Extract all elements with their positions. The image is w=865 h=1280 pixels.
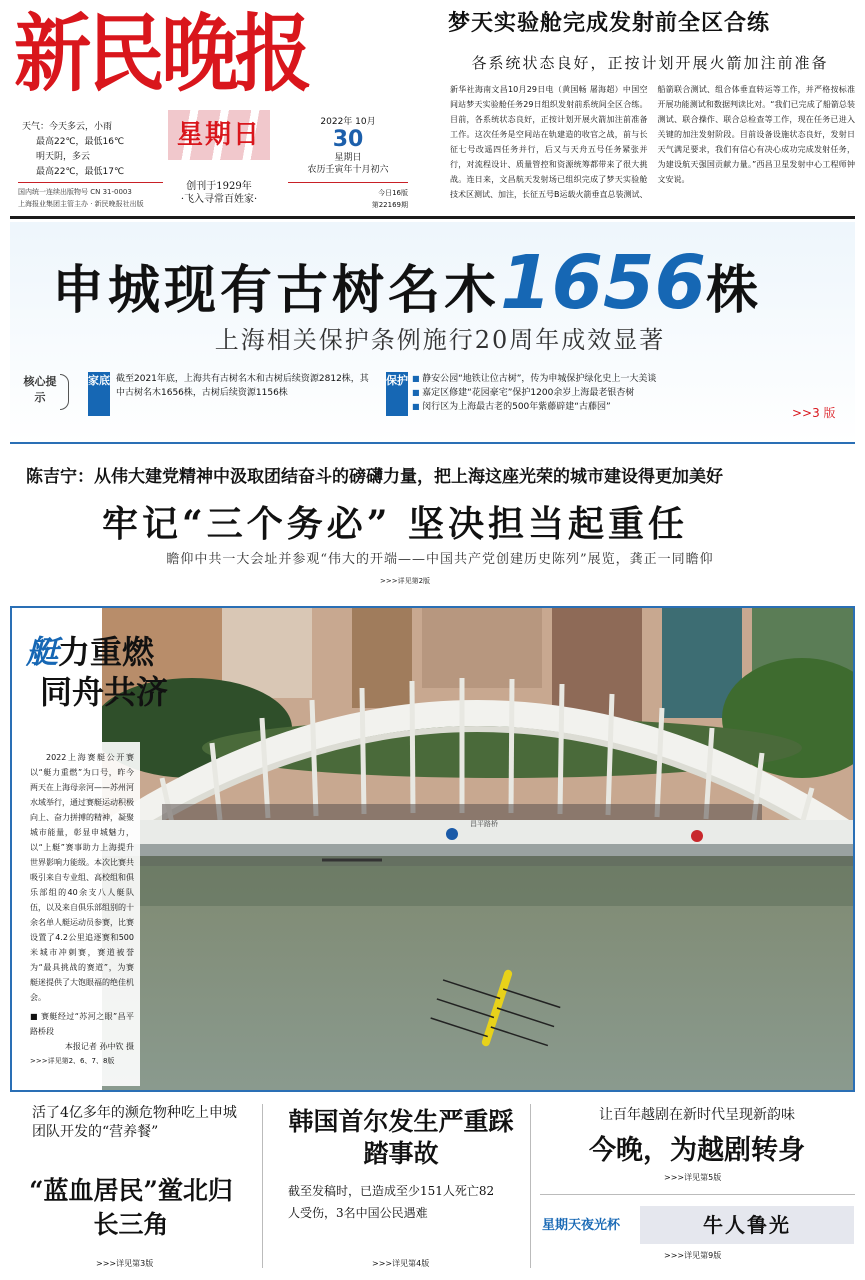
second-headline[interactable]: 牢记“三个务必” 坚决担当起重任 [102, 503, 688, 545]
see-page-link[interactable]: >>>详见第3版 [96, 1259, 154, 1268]
motto: ·飞入寻常百姓家· [180, 194, 258, 205]
lead-body: 新华社海南文昌10月29日电（黄国畅 屠海超）中国空间站梦天实验舱任务29日组织发射前系统间全区合练。目前，各系统状态良好，正按计划开展火箭加注前准备工作。这次任务是空间站在轨建造的收官之战，前与长征七号改遥四任务并行，后又与天舟五号任务紧张并行，对流程设计、质量管控和资源统筹都带来了很大挑战。连日来，文昌航天发射场已组织完成了梦天实验舱技术区测试、加注，长征五号B运载火箭垂直总装测试、船箭联合测试、组合体垂直转运等工作，并严格按标准开展功能测试和数据判读比对。“我们已完成了船箭总装测试、联合操作、联合总检查等工作，现在任务已进入关键的加注发射阶段。目前设备设施状态良好，发射日天气满足要求，我们有信心有决心成功完成发射任务，为建设航天强国贡献力量。”西昌卫星发射中心工程师钟文安说。 [450, 85, 855, 199]
feature-title[interactable] [26, 632, 168, 712]
founded-year: 创刊于1929年 [186, 181, 252, 192]
main-headline[interactable] [52, 240, 762, 326]
weather-line: 明天阴，多云 [36, 152, 91, 162]
bottom1-kicker: 活了4亿多年的濒危物种吃上申城团队开发的“营养餐” [32, 1105, 237, 1140]
feature-body: 2022上海赛艇公开赛以“艇力重燃”为口号，昨今两天在上海母亲河——苏州河水域举行，通过赛艇运动积极向上、奋力拼搏的精神，凝聚城市能量，彰显申城魅力，以“上艇”赛事助力上海提升世界影响力能级。本次比赛共吸引来自专业组、高校组和俱乐部组的40余支八人艇队伍，以及来自俱乐部组别的十余名单人艇运动员参赛，比赛设置了4.2公里追逐赛和500米城市冲刺赛，赛道被誉为“最具挑战的赛道”，为赛艇迷提供了大饱眼福的绝佳机会。 [30, 753, 134, 1002]
see-page-link[interactable]: >>>详见第4版 [372, 1259, 430, 1268]
weather-box [22, 120, 162, 180]
main-subheadline: 上海相关保护条例施行20周年成效显著 [214, 326, 666, 354]
core-bracket [60, 374, 69, 410]
second-kicker: 陈吉宁：从伟大建党精神中汲取团结奋斗的磅礴力量，把上海这座光荣的城市建设得更加美好 [26, 467, 723, 487]
date-block [288, 116, 408, 211]
divider [262, 1104, 263, 1268]
main-headline-unit: 株 [705, 261, 762, 321]
date-day: 30 [332, 127, 364, 152]
main-headline-text: 申城现有古树名木 [52, 261, 501, 321]
feature-title-a: 力重燃 [58, 633, 155, 671]
tag-protect: 保护 [386, 372, 408, 416]
date-lunar: 农历壬寅年十月初六 [307, 165, 389, 175]
list-item: ■ 闵行区为上海最古老的500年紫藤辟建“古藤园” [412, 400, 792, 414]
second-subheadline: 瞻仰中共一大会址并参观“伟大的开端——中国共产党创建历史陈列”展览，龚正一同瞻仰 [166, 552, 714, 567]
core-label-text: 核心提示 [23, 375, 57, 404]
founded-note [168, 180, 270, 206]
bottom4-headline[interactable]: 牛人鲁光 [640, 1206, 854, 1244]
feature-credit: 本报记者 孙中钦 摄 [64, 1042, 134, 1051]
bridge-sign: 昌平路桥 [470, 820, 498, 828]
section-rule [10, 442, 855, 444]
list-item: ■ 静安公园“地铁让位古树”，传为申城保护绿化史上一大美谈 [412, 372, 792, 386]
date-weekday: 星期日 [334, 153, 362, 163]
feature-caption: ■ 赛艇经过“苏河之眼”昌平路桥段 [30, 1012, 134, 1036]
main-headline-number: 1656 [500, 240, 706, 326]
core-label [22, 374, 58, 406]
bottom2-headline[interactable]: 韩国首尔发生严重踩踏事故 [288, 1107, 514, 1168]
weather-line: 最高22℃，最低17℃ [36, 167, 125, 177]
feature-title-first: 艇 [26, 633, 59, 671]
rowing-bridge-photo [102, 608, 853, 1090]
bottom2-text: 截至发稿时，已造成至少151人死亡82人受伤，3名中国公民遇难 [288, 1184, 495, 1220]
weekday-badge: 星期日 [168, 110, 270, 160]
bottom3-kicker: 让百年越剧在新时代呈现新韵味 [599, 1107, 795, 1123]
lead-subheadline: 各系统状态良好，正按计划开展火箭加注前准备 [471, 54, 829, 72]
registration-line: 上海报业集团主管主办 · 新民晚报社出版 [18, 200, 144, 208]
feature-title-b: 同舟共济 [40, 673, 169, 711]
divider [18, 182, 163, 183]
divider [540, 1194, 855, 1195]
date-month: 2022年 10月 [320, 117, 376, 127]
masthead-logo: 新民晚报 [14, 4, 309, 103]
registration-line: 国内统一连续出版物号 CN 31-0003 [18, 188, 132, 196]
divider [530, 1104, 531, 1268]
tag-base: 家底 [88, 372, 110, 416]
issue-number: 第22169期 [371, 201, 408, 209]
see-page-link[interactable]: >>>详见第9版 [664, 1251, 722, 1260]
weather-line: 天气：今天多云，小雨 [22, 122, 113, 132]
see-page-link[interactable]: >>>详见第2、6、7、8版 [30, 1057, 115, 1065]
see-page-link[interactable]: >>>详见第2版 [380, 577, 431, 585]
registration-info [18, 186, 168, 210]
section-rule [10, 216, 855, 219]
list-item: ■ 嘉定区修建“花园豪宅”保护1200余岁上海最老银杏树 [412, 386, 792, 400]
see-page-link[interactable]: >>>详见第5版 [664, 1173, 722, 1182]
feature-text [30, 750, 134, 1069]
lead-headline[interactable]: 梦天实验舱完成发射前全区合练 [448, 11, 771, 36]
page-count: 今日16版 [378, 189, 408, 197]
core-protect-list [412, 372, 792, 414]
divider [288, 182, 408, 183]
bottom1-headline[interactable]: “蓝血居民”鲎北归长三角 [29, 1176, 233, 1239]
bottom3-headline[interactable]: 今晚，为越剧转身 [589, 1135, 805, 1166]
weather-line: 最高22℃，最低16℃ [36, 137, 125, 147]
bottom4-kicker: 星期天夜光杯 [542, 1218, 621, 1233]
feature-photo[interactable] [102, 608, 853, 1090]
see-page-link[interactable]: >>3 版 [792, 406, 836, 420]
core-base-text: 截至2021年底，上海共有古树名木和古树后续资源2812株，其中古树名木1656株，古树后续资源1156株 [116, 374, 369, 398]
